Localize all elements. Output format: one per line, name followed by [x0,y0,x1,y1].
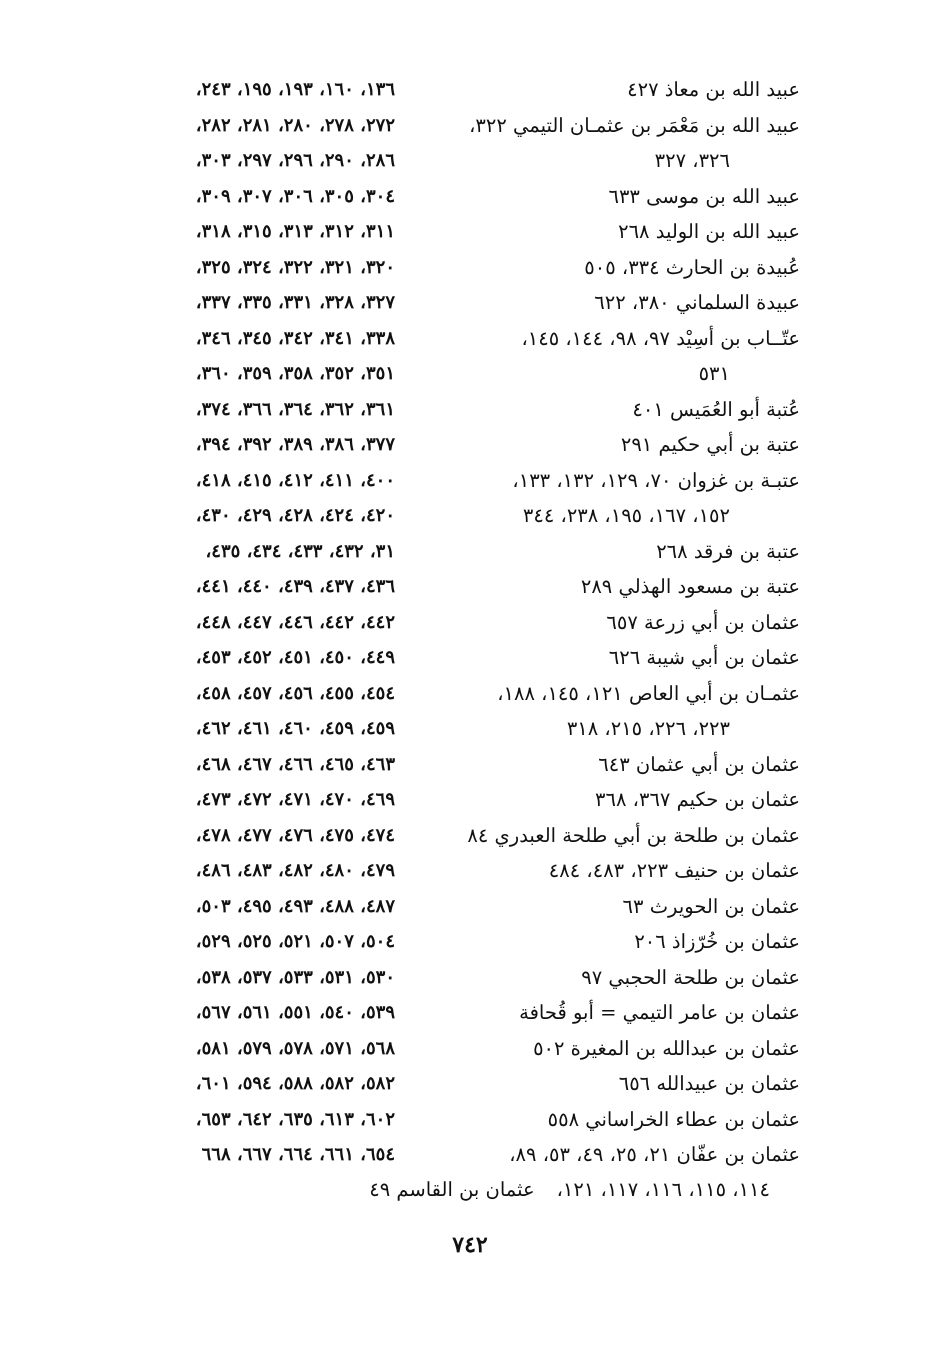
index-entry-line: عتبة بن فرقد ٢٦٨ [656,539,800,563]
page-reference-line: ٣٢٧، ٣٢٨، ٣٣١، ٣٣٥، ٣٣٧، [195,292,395,313]
page-reference-line: ٤٥٤، ٤٥٥، ٤٥٦، ٤٥٧، ٤٥٨، [195,682,395,704]
page-reference-line: ٣٧٧، ٣٨٦، ٣٨٩، ٣٩٢، ٣٩٤، [195,434,395,455]
index-entry-line: عثمان بن عطاء الخراساني ٥٥٨ [547,1107,800,1131]
page-reference-line: ٣٠٤، ٣٠٥، ٣٠٦، ٣٠٧، ٣٠٩، [195,185,395,207]
index-entry-line: عثمان بن حنيف ٢٢٣، ٤٨٣، ٤٨٤ [548,859,800,882]
index-entry-line: عثمان بن أبي عثمان ٦٤٣ [598,752,800,776]
page-reference-line: ٣١١، ٣١٢، ٣١٣، ٣١٥، ٣١٨، [195,221,395,242]
index-entry-line: عبيد الله بن موسى ٦٣٣ [608,184,800,208]
index-entry-line: عثمـان بن أبي العاص ١٢١، ١٤٥، ١٨٨، [497,681,800,705]
page-reference-line: ٤٦٩، ٤٧٠، ٤٧١، ٤٧٢، ٤٧٣، [195,789,395,810]
index-entry-line: عتبـة بن غزوان ٧٠، ١٢٩، ١٣٢، ١٣٣، [512,468,800,492]
index-entry-line: عثمان بن عبدالله بن المغيرة ٥٠٢ [533,1036,800,1060]
index-entry-line: عثمان بن عبيدالله ٦٥٦ [618,1072,800,1095]
index-entry-line: عثمان بن حكيم ٣٦٧، ٣٦٨ [595,788,800,811]
page-reference-line: ٣٣٨، ٣٤١، ٣٤٢، ٣٤٥، ٣٤٦، [195,327,395,349]
page-reference-line: ٤٧٤، ٤٧٥، ٤٧٦، ٤٧٧، ٤٧٨، [195,824,395,846]
index-entry-line: ٣٢٦، ٣٢٧ [654,149,730,172]
index-entry-line: عثمان بن عفّان ٢١، ٢٥، ٤٩، ٥٣، ٨٩، [509,1143,800,1166]
page-reference-line: ٣٦١، ٣٦٢، ٣٦٤، ٣٦٦، ٣٧٤، [195,398,395,420]
index-entry-line: ١٥٢، ١٦٧، ١٩٥، ٢٣٨، ٣٤٤ [522,504,730,527]
page-reference-line: ٤٥٩، ٤٥٩، ٤٦٠، ٤٦١، ٤٦٢، [195,718,395,739]
page-number: ٧٤٢ [452,1232,488,1258]
index-entry-line: ٢٢٣، ٢٢٦، ٢١٥، ٣١٨ [566,717,730,740]
page-reference-line: ٤٦٣، ٤٦٥، ٤٦٦، ٤٦٧، ٤٦٨، [195,753,395,775]
page-reference-line: ٤٢٠، ٤٢٤، ٤٢٨، ٤٢٩، ٤٣٠، [195,505,395,526]
final-entry-row [270,1172,770,1207]
page-reference-line: ٥٨٢، ٥٨٢، ٥٨٨، ٥٩٤، ٦٠١، [195,1073,395,1094]
page-references-column [95,72,395,1173]
page-reference-line: ٥٣٠، ٥٣١، ٥٣٣، ٥٣٧، ٥٣٨، [195,966,395,988]
page-reference-line: ٤٤٢، ٤٤٢، ٤٤٦، ٤٤٧، ٤٤٨، [195,611,395,633]
index-entry-line: عتبة بن مسعود الهذلي ٢٨٩ [580,575,800,598]
page-reference-line: ٤٠٠، ٤١١، ٤١٢، ٤١٥، ٤١٨، [195,469,395,491]
index-entry-line: عثمان بن الحويرث ٦٣ [622,894,800,918]
index-entry-line: عبيد الله بن الوليد ٢٦٨ [618,220,800,243]
index-entry-line: عتّــاب بن أسِيْد ٩٧، ٩٨، ١٤٤، ١٤٥، [521,326,800,350]
page-reference-line: ٤٧٩، ٤٨٠، ٤٨٢، ٤٨٣، ٤٨٦، [195,860,395,881]
final-continuation-refs: ١١٤، ١١٥، ١١٦، ١١٧، ١٢١، [556,1178,770,1201]
index-entry-line: عثمان بن عامر التيمي = أبو قُحافة [519,1001,800,1024]
final-index-entry: عثمان بن القاسم ٤٩ [369,1178,535,1201]
index-entries-column [440,72,800,1173]
page-reference-line: ٣٥١، ٣٥٢، ٣٥٨، ٣٥٩، ٣٦٠، [195,363,395,384]
page-reference-line: ٣٢٠، ٣٢١، ٣٢٢، ٣٢٤، ٣٢٥، [195,256,395,278]
index-entry-line: عثمان بن أبي زرعة ٦٥٧ [606,610,800,634]
page-reference-line: ٦٠٢، ٦١٣، ٦٣٥، ٦٤٢، ٦٥٣، [195,1108,395,1130]
page-reference-line: ٤٨٧، ٤٨٨، ٤٩٣، ٤٩٥، ٥٠٣، [195,895,395,917]
index-entry-line: عثمان بن أبي شيبة ٦٢٦ [608,646,800,669]
page-reference-line: ٥٠٤، ٥٠٧، ٥٢١، ٥٢٥، ٥٢٩، [195,931,395,952]
page-reference-line: ٦٥٤، ٦٦١، ٦٦٤، ٦٦٧، ٦٦٨ [201,1144,395,1165]
index-entry-line: عتبة بن أبي حكيم ٢٩١ [620,433,800,456]
index-entry-line: ٥٣١ [698,362,730,385]
page-reference-line: ٤٤٩، ٤٥٠، ٤٥١، ٤٥٢، ٤٥٣، [195,647,395,668]
index-entry-line: عبيدة السلماني ٣٨٠، ٦٢٢ [594,291,800,314]
index-entry-line: عُبيدة بن الحارث ٣٣٤، ٥٠٥ [584,255,800,279]
index-entry-line: عثمان بن خُرّزاذ ٢٠٦ [634,930,800,953]
page-reference-line: ١٣٦، ١٦٠، ١٩٣، ١٩٥، ٢٤٣، [195,79,395,100]
index-entry-line: عُتبة أبو العُمَيس ٤٠١ [632,397,800,421]
page-reference-line: ٣١، ٤٣٢، ٤٣٣، ٤٣٤، ٤٣٥، [205,540,395,562]
index-entry-line: عبيد الله بن مَعْمَر بن عثمـان التيمي ٣٢٢، [469,113,800,137]
page-reference-line: ٤٣٦، ٤٣٧، ٤٣٩، ٤٤٠، ٤٤١، [195,576,395,597]
index-entry-line: عثمان بن طلحة بن أبي طلحة العبدري ٨٤ [467,823,800,847]
page-reference-line: ٥٣٩، ٥٤٠، ٥٥١، ٥٦١، ٥٦٧، [195,1002,395,1023]
index-entry-line: عبيد الله بن معاذ ٤٢٧ [627,78,800,101]
page-reference-line: ٥٦٨، ٥٧١، ٥٧٨، ٥٧٩، ٥٨١، [195,1037,395,1059]
index-entry-line: عثمان بن طلحة الحجبي ٩٧ [581,965,800,989]
page-reference-line: ٢٨٦، ٢٩٠، ٢٩٦، ٢٩٧، ٣٠٣، [195,150,395,171]
page-reference-line: ٢٧٢، ٢٧٨، ٢٨٠، ٢٨١، ٢٨٢، [195,114,395,136]
